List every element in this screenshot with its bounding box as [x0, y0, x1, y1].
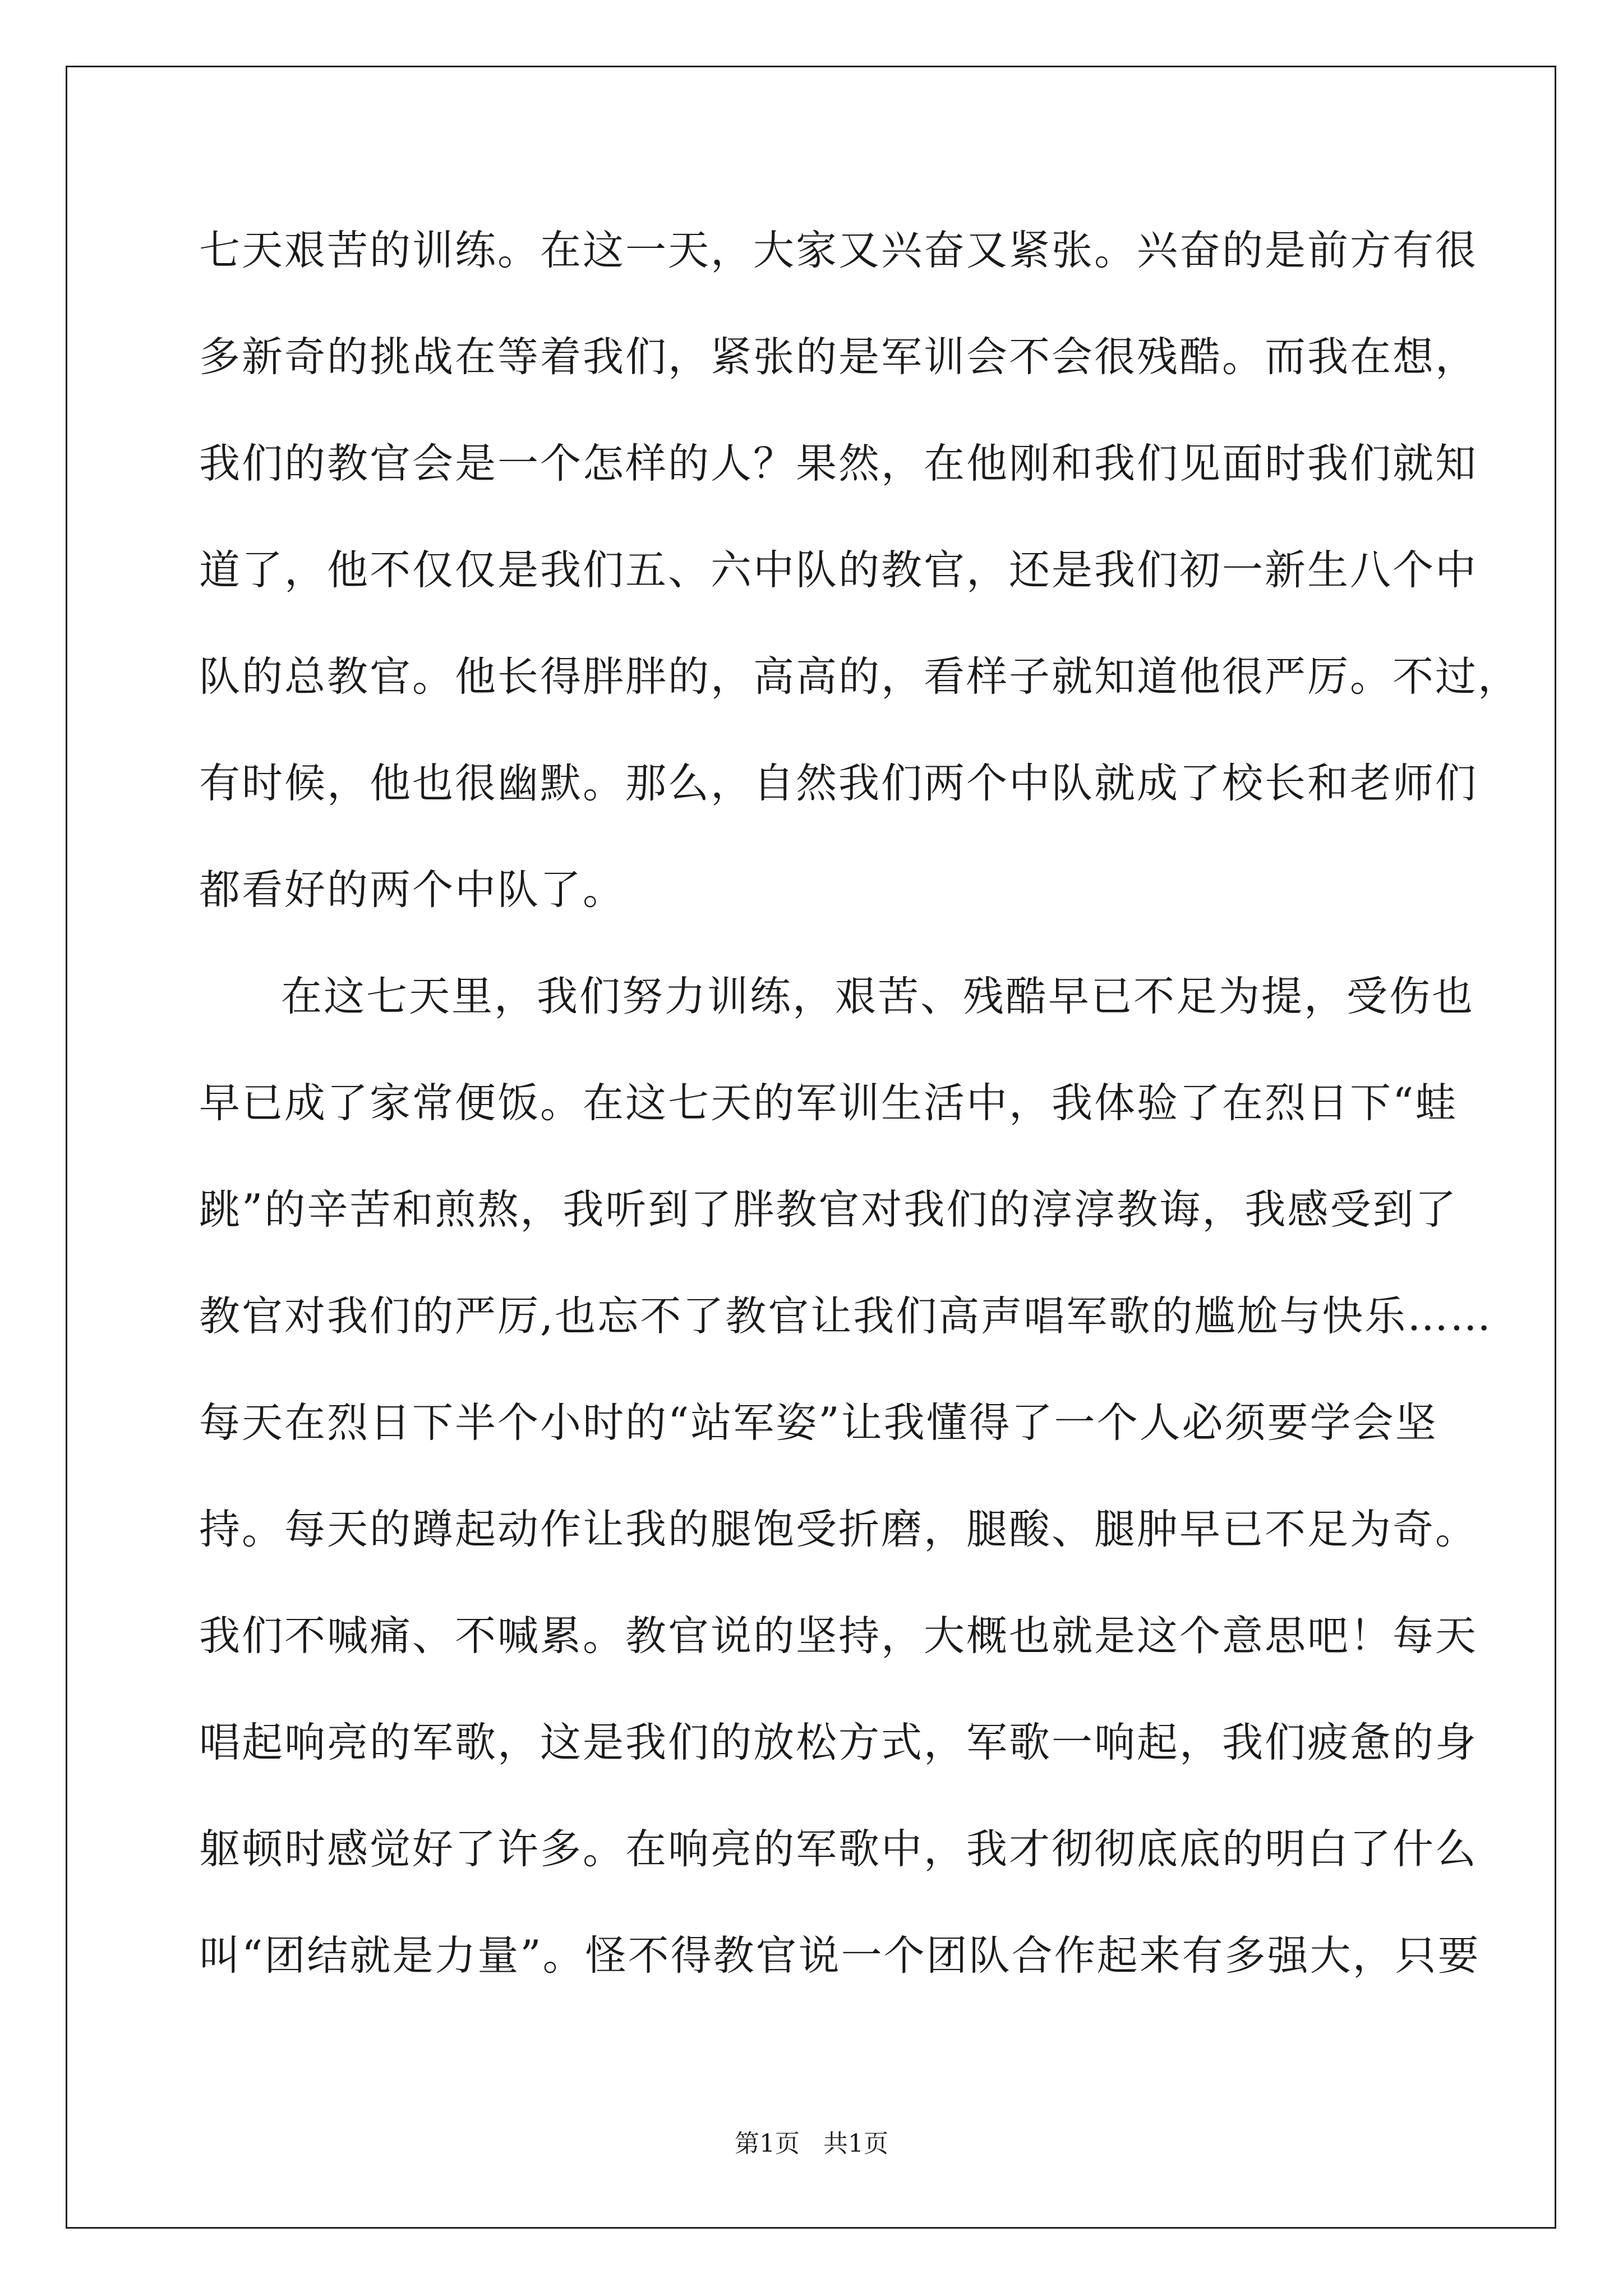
text-line-paragraph-start: 在这七天里，我们努力训练，艰苦、残酷早已不足为提，受伤也 [281, 973, 1474, 1020]
text-line: 叫“团结就是力量”。怪不得教官说一个团队合作起来有多强大，只要 [199, 1932, 1481, 1980]
text-line: 都看好的两个中队了。 [199, 866, 625, 914]
text-line: 持。每天的蹲起动作让我的腿饱受折磨，腿酸、腿肿早已不足为奇。 [199, 1506, 1478, 1553]
text-line: 早已成了家常便饭。在这七天的军训生活中，我体验了在烈日下“蛙 [199, 1079, 1458, 1127]
text-line: 跳”的辛苦和煎熬，我听到了胖教官对我们的淳淳教诲，我感受到了 [199, 1186, 1458, 1234]
text-line: 我们的教官会是一个怎样的人？果然，在他刚和我们见面时我们就知 [199, 440, 1478, 487]
text-line: 多新奇的挑战在等着我们，紧张的是军训会不会很残酷。而我在想， [199, 333, 1478, 381]
text-line: 躯顿时感觉好了许多。在响亮的军歌中，我才彻彻底底的明白了什么 [199, 1825, 1478, 1873]
document-body [199, 220, 1520, 2032]
text-line: 每天在烈日下半个小时的“站军姿”让我懂得了一个人必须要学会坚 [199, 1399, 1438, 1447]
text-line: 有时候，他也很幽默。那么，自然我们两个中队就成了校长和老师们 [199, 760, 1478, 807]
text-line: 七天艰苦的训练。在这一天，大家又兴奋又紧张。兴奋的是前方有很 [199, 227, 1478, 274]
text-line: 我们不喊痛、不喊累。教官说的坚持，大概也就是这个意思吧！每天 [199, 1612, 1478, 1660]
page-footer-number: 第1页 共1页 [735, 2129, 888, 2158]
text-line: 教官对我们的严厉,也忘不了教官让我们高声唱军歌的尴尬与快乐…… [199, 1292, 1493, 1340]
text-line: 道了，他不仅仅是我们五、六中队的教官，还是我们初一新生八个中 [199, 546, 1478, 594]
text-line: 队的总教官。他长得胖胖的，高高的，看样子就知道他很严厉。不过， [199, 653, 1520, 701]
text-line: 唱起响亮的军歌，这是我们的放松方式，军歌一响起，我们疲惫的身 [199, 1719, 1478, 1766]
